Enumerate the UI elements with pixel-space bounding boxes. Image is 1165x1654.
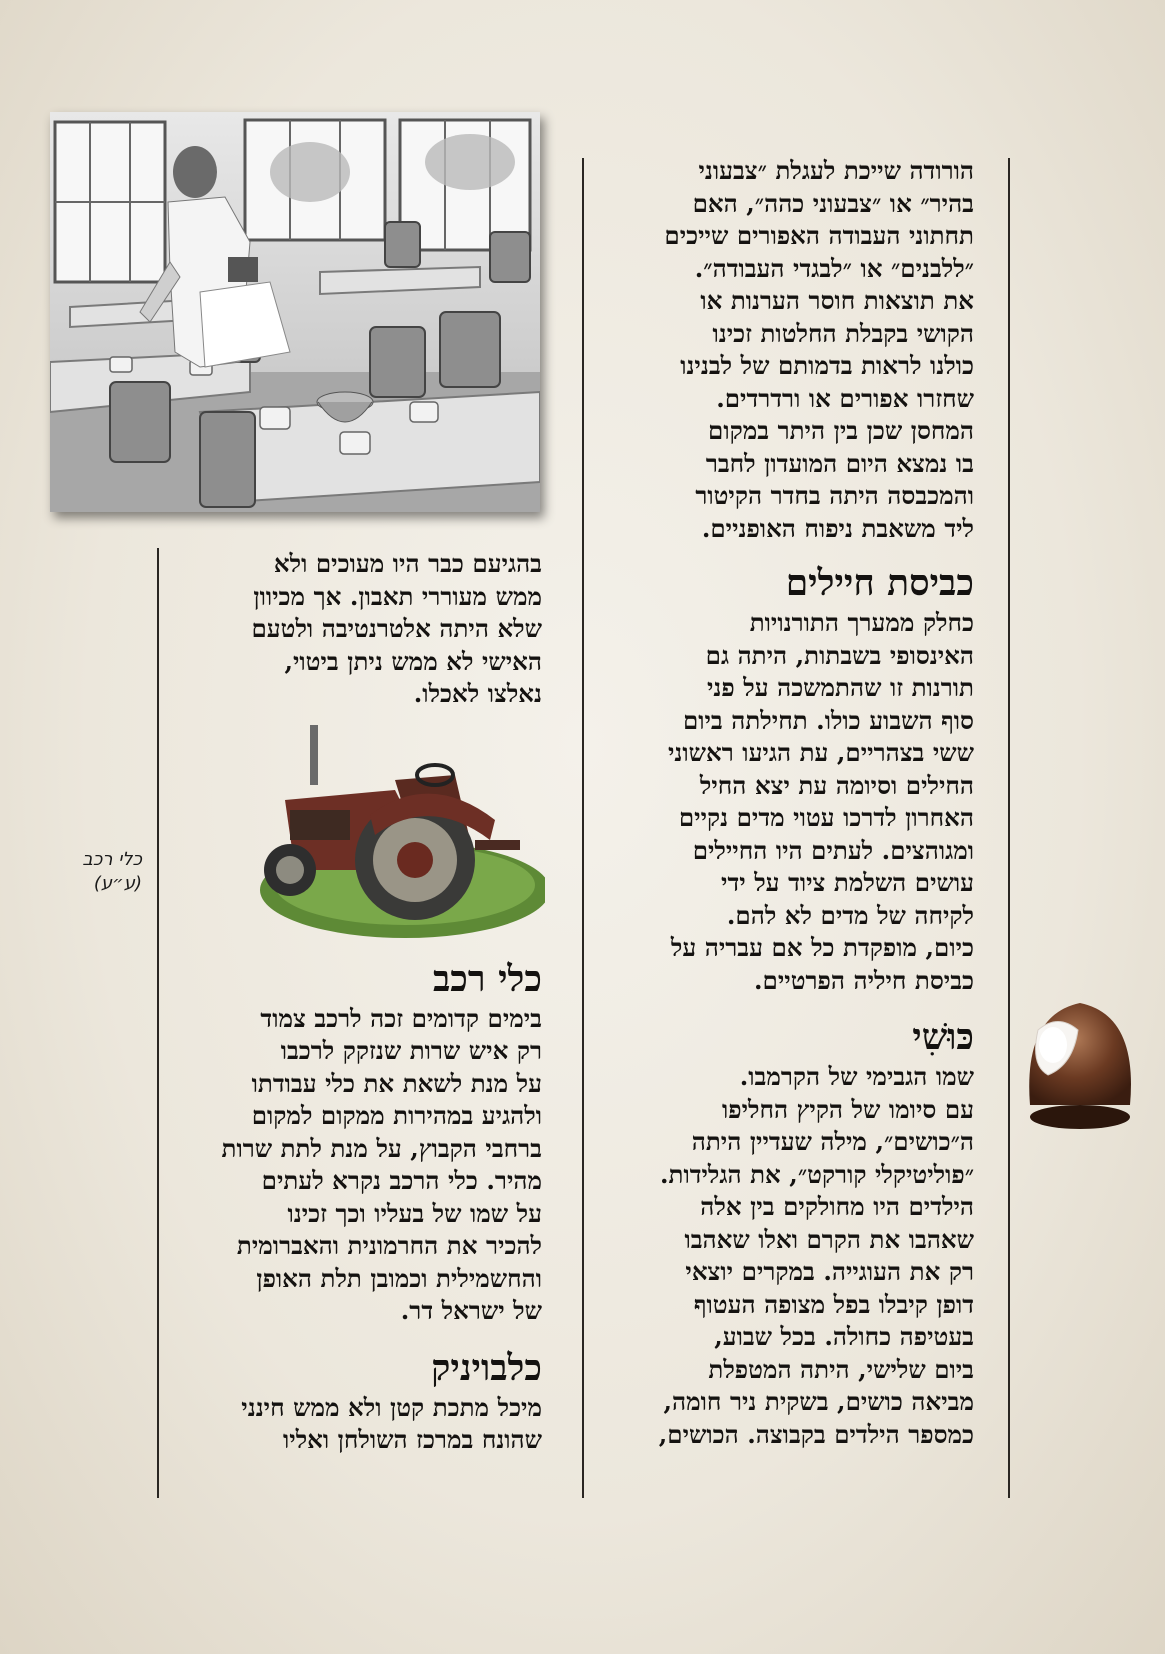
middle-text-column xyxy=(192,548,542,1457)
caption-reference: (ע״ע) xyxy=(93,873,142,894)
vehicles-text: בימים קדומים זכה לרכב צמוד רק איש שרות שנזקק לרכבו על מנת לשאת את כלי עבודתו ולהגיע במהירות ממקום למקום ברחבי הקבוץ, על מנת לתת שרות מהיר. כלי הרכב נקרא לעתים על שמו של בעליו וכך זכינו להכיר את החרמונית והאברומית והחשמילית וכמובן תלת האופן של ישראל דר. xyxy=(221,1003,542,1325)
chocolate-kushi-image xyxy=(1018,985,1142,1135)
right-text-column xyxy=(612,155,974,1451)
column-divider-left xyxy=(157,548,159,1498)
kushi-text: שמו הגבימי של הקרמבו. עם סיומו של הקיץ החליפו ה״כושים״, מילה שעדיין היתה ״פוליטיקלי קורקט״, את הגלידות. הילדים היו מחולקים בין אלה שאהבו את הקרם ואלו שאהבו רק את העוגייה. במקרים יוצאי דופן קיבלו בפל מצופה העטוף בעטיפה כחולה. בכל שבוע, ביום שלישי, היתה המטפלת מביאה כושים, בשקית ניר חומה, כמספר הילדים בקבוצה. הכושים, xyxy=(658,1062,974,1449)
heading-vehicles: כלי רכב xyxy=(432,957,542,1000)
column-divider-center xyxy=(582,158,584,1498)
heading-soldiers-laundry: כביסת חיילים xyxy=(785,562,974,604)
dining-hall-photo xyxy=(50,112,540,512)
kalboinik-text: מיכל מתכת קטן ולא ממש חינני שהונח במרכז השולחן ואליו xyxy=(241,1392,542,1454)
soldiers-laundry-text: כחלק ממערך התורנויות האינסופי בשבתות, היתה גם תורנות זו שהתמשכה על פני סוף השבוע כולו. תחילתה ביום ששי בצהריים, עת הגיעו ראשוני החילים וסיומה עת יצא החיל האחרון לדרכו עטוי מדים נקיים ומגוהצים. לעתים היו החיילים עושים השלמת ציוד על ידי לקיחה של מדים לא להם. כיום, מופקדת כל אם עבריה על כביסת חיליה הפרטיים. xyxy=(668,608,974,995)
tractor-caption xyxy=(52,848,142,896)
middle-column-intro: בהגיעם כבר היו מעוכים ולא ממש מעוררי תאבון. אך מכיוון שלא היתה אלטרנטיבה ולטעם האישי לא ממש ניתן ביטוי, נאלצו לאכלו. xyxy=(251,549,542,708)
heading-kalboinik: כלבויניק xyxy=(431,1346,542,1389)
right-column-intro: הורודה שייכת לעגלת ״צבעוני בהיר״ או ״צבעוני כהה״, האם תחתוני העבודה האפורים שייכים ״ללבנים״ או ״לבגדי העבודה״. את תוצאות חוסר הערנות או הקושי בקבלת החלטות זכינו כולנו לראות בדמותם של לבנינו שחזרו אפורים או ורדרדים. המחסן שכן בין היתר במקום בו נמצא היום המועדון לחבר והמכבסה היתה בחדר הקיטור ליד משאבת ניפוח האופניים. xyxy=(664,156,974,543)
heading-kushi: כּוּשִׁי xyxy=(912,1016,974,1058)
column-divider-right xyxy=(1008,158,1010,1498)
caption-title: כלי רכב xyxy=(82,849,142,870)
tractor-image-spacer xyxy=(192,711,542,955)
